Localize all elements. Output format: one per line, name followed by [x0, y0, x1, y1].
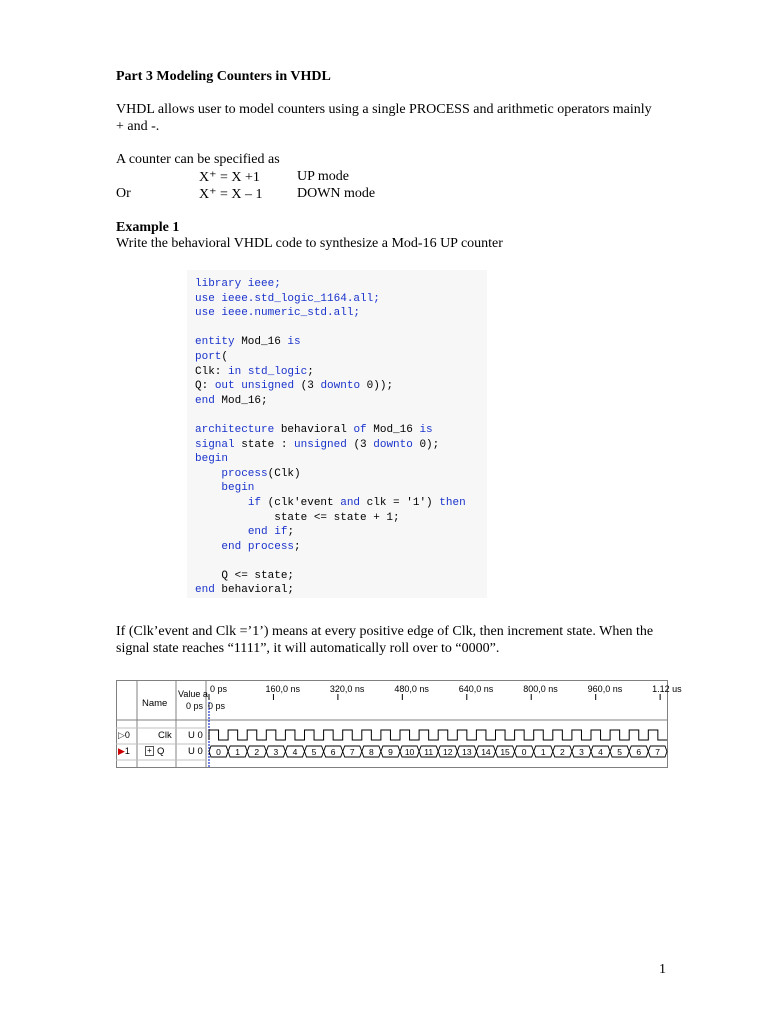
- q-bus-value: 7: [349, 747, 355, 757]
- q-bus-value: 5: [617, 747, 623, 757]
- explanation-line2: signal state reaches “1111”, it will automatically roll over to “0000”.: [116, 641, 500, 656]
- time-tick-label: 960,0 ns: [587, 684, 623, 694]
- expand-icon[interactable]: +: [145, 746, 154, 756]
- pin-output-icon: ▶: [118, 746, 125, 756]
- or-label: Or: [116, 186, 131, 201]
- q-bus-value: 15: [500, 747, 510, 757]
- q-bus-value: 13: [462, 747, 472, 757]
- q-bus-value: 1: [235, 747, 241, 757]
- time-tick-label: 1.12 us: [652, 684, 682, 694]
- example-heading: Example 1: [116, 220, 180, 235]
- page-number: 1: [659, 962, 666, 977]
- waveform-value-header-line1: Value a: [178, 689, 208, 699]
- time-tick-label: 480,0 ns: [394, 684, 429, 694]
- signal-value-q: U 0: [188, 746, 203, 757]
- page-title: Part 3 Modeling Counters in VHDL: [116, 69, 331, 84]
- q-bus-value: 10: [404, 747, 415, 757]
- waveform-value-header-line2: 0 ps: [186, 701, 204, 711]
- mode-down-label: DOWN mode: [297, 186, 376, 201]
- time-tick-label: 800,0 ns: [523, 684, 558, 694]
- cursor-time-label: 0 ps: [208, 701, 226, 711]
- pin-input-icon: ▷: [118, 730, 125, 740]
- q-bus-value: 5: [311, 747, 317, 757]
- q-bus-value: 7: [655, 747, 661, 757]
- signal-index: 1: [124, 746, 130, 756]
- q-bus-value: 4: [598, 747, 603, 757]
- q-bus-value: 3: [273, 747, 279, 757]
- signal-value-clk: U 0: [188, 730, 203, 741]
- q-bus-value: 3: [579, 747, 584, 757]
- vhdl-code-block: [187, 270, 487, 598]
- waveform-name-header: Name: [142, 698, 168, 709]
- mode-up-label: UP mode: [297, 169, 349, 184]
- signal-row-clk[interactable]: [118, 730, 130, 741]
- q-bus-value: 0: [521, 747, 527, 757]
- time-tick-label: 0 ps: [210, 684, 228, 694]
- q-bus-value: 14: [481, 747, 491, 757]
- q-bus-value: 8: [368, 747, 374, 757]
- q-bus-value: 4: [292, 747, 298, 757]
- q-bus-value: 2: [559, 747, 565, 757]
- q-bus-value: 1: [540, 747, 546, 757]
- signal-name-q: Q: [157, 746, 165, 757]
- spec-lead-text: A counter can be specified as: [116, 152, 280, 167]
- signal-index: 0: [124, 730, 130, 740]
- equation-down: X⁺ = X – 1: [199, 187, 263, 202]
- q-bus-value: 6: [330, 747, 336, 757]
- intro-text-line1: VHDL allows user to model counters using a single PROCESS and arithmetic operators mainly: [116, 102, 652, 117]
- intro-text-line2: + and -.: [116, 119, 160, 134]
- q-bus-value: 6: [636, 747, 642, 757]
- signal-name-clk: Clk: [158, 730, 172, 741]
- example-text: Write the behavioral VHDL code to synthesize a Mod-16 UP counter: [116, 236, 503, 251]
- q-bus-value: 0: [216, 747, 221, 757]
- q-bus-value: 2: [254, 747, 260, 757]
- equation-up: X⁺ = X +1: [199, 170, 260, 185]
- waveform-viewer: [116, 680, 682, 768]
- q-bus-value: 11: [424, 747, 434, 757]
- time-tick-label: 320,0 ns: [329, 684, 365, 694]
- signal-row-q[interactable]: [118, 746, 130, 757]
- q-bus-value: 12: [443, 747, 453, 757]
- time-tick-label: 160,0 ns: [265, 684, 300, 694]
- explanation-line1: If (Clk’event and Clk =’1’) means at every positive edge of Clk, then increment state. When the: [116, 624, 654, 639]
- q-bus-value: 9: [388, 747, 393, 757]
- time-tick-label: 640,0 ns: [458, 684, 494, 694]
- vhdl-code: library ieee; use ieee.std_logic_1164.all; use ieee.numeric_std.all; entity Mod_16 is port( Clk: in std_logic; Q: out unsigned (3 downto 0)); end Mod_16; architecture behavioral of Mod_16 is signal state : unsigned (3 downto 0); begin process(Clk) begin if (clk'event and clk = '1') then state <= state + 1; end if; end process; Q <= state; end behavioral;: [195, 278, 466, 597]
